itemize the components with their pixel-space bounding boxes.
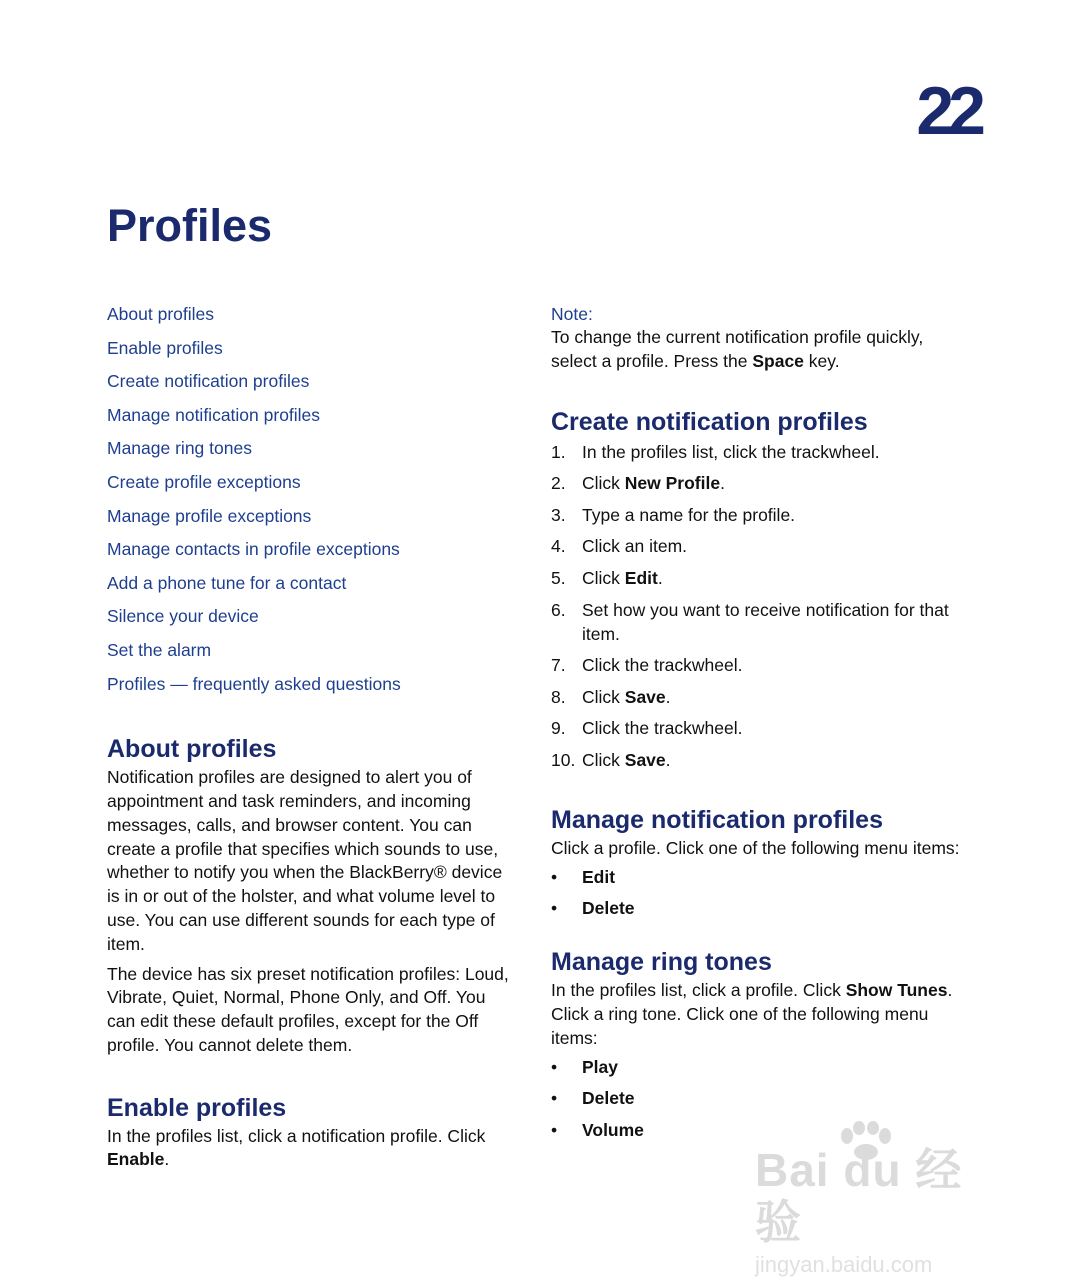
step-item: 6. Set how you want to receive notification for that item. xyxy=(551,599,949,644)
menu-item-play: • Play xyxy=(551,1056,618,1077)
step-item: 5. Click Edit. xyxy=(551,567,663,588)
create-profiles-section xyxy=(551,406,961,772)
manage-profiles-section xyxy=(551,804,961,920)
toc-link-enable-profiles[interactable]: Enable profiles xyxy=(107,337,223,358)
toc-link-silence-device[interactable]: Silence your device xyxy=(107,606,259,627)
toc-link-manage-contacts[interactable]: Manage contacts in profile exceptions xyxy=(107,539,400,560)
enable-menu-item-name: Enable xyxy=(107,1149,165,1170)
enable-profiles-section xyxy=(107,1092,517,1173)
chapter-number: 22 xyxy=(916,73,980,149)
left-column xyxy=(107,300,517,1172)
chapter-toc xyxy=(107,300,517,703)
toc-link-manage-profile-exceptions[interactable]: Manage profile exceptions xyxy=(107,505,312,526)
note-box xyxy=(551,302,961,374)
toc-link-set-alarm[interactable]: Set the alarm xyxy=(107,639,212,660)
step-item: 1. In the profiles list, click the trackwheel. xyxy=(551,441,880,462)
manage-ring-tones-section xyxy=(551,946,961,1142)
about-profiles-section xyxy=(107,733,517,1058)
note-label: Note: xyxy=(551,304,593,324)
manage-profiles-intro: Click a profile. Click one of the following menu items: xyxy=(551,837,960,858)
toc-link-about-profiles[interactable]: About profiles xyxy=(107,304,215,324)
step-item: 10. Click Save. xyxy=(551,749,671,770)
toc-link-faq[interactable]: Profiles — frequently asked questions xyxy=(107,673,401,694)
menu-item-edit: • Edit xyxy=(551,866,616,887)
watermark-url: jingyan.baidu.com xyxy=(755,1252,933,1277)
step-item: 3. Type a name for the profile. xyxy=(551,504,796,525)
toc-link-create-notification-profiles[interactable]: Create notification profiles xyxy=(107,371,310,392)
manage-ring-tones-paragraph: In the profiles list, click a profile. Click Show Tunes. Click a ring tone. Click one of the following menu items: xyxy=(551,980,953,1048)
space-key-name: Space xyxy=(752,350,804,371)
create-profiles-heading: Create notification profiles xyxy=(551,407,868,436)
step-item: 8. Click Save. xyxy=(551,686,671,707)
step-item: 4. Click an item. xyxy=(551,536,688,557)
baidu-watermark xyxy=(755,1120,1005,1277)
menu-item-volume: • Volume xyxy=(551,1119,644,1140)
step-item: 7. Click the trackwheel. xyxy=(551,655,743,676)
toc-link-create-profile-exceptions[interactable]: Create profile exceptions xyxy=(107,471,301,492)
enable-profiles-heading: Enable profiles xyxy=(107,1093,287,1122)
about-profiles-paragraph-1: Notification profiles are designed to alert you of appointment and task reminders, and incoming messages, calls, and browser content. You can create a profile that specifies which sounds to use, whether to notify you when the BlackBerry® device is in or out of the holster, and what volume level to use. You can use different sounds for each type of item. xyxy=(107,767,503,954)
create-profiles-steps xyxy=(551,440,961,772)
menu-item-delete: • Delete xyxy=(551,898,635,919)
show-tunes-menu-name: Show Tunes xyxy=(845,980,948,1001)
watermark-logo-text: Bai du 经验 xyxy=(755,1144,963,1248)
manage-profiles-menu-items xyxy=(551,865,961,921)
about-profiles-paragraph-2: The device has six preset notification profiles: Loud, Vibrate, Quiet, Normal, Phone Only, and Off. You can edit these default profiles, except for the Off profile. You cannot delete them. xyxy=(107,963,509,1055)
manage-ring-tones-heading: Manage ring tones xyxy=(551,948,772,977)
manage-profiles-heading: Manage notification profiles xyxy=(551,805,883,834)
about-profiles-heading: About profiles xyxy=(107,735,277,764)
toc-link-manage-ring-tones[interactable]: Manage ring tones xyxy=(107,438,252,459)
step-item: 9. Click the trackwheel. xyxy=(551,718,743,739)
paw-icon xyxy=(833,1120,893,1160)
note-text: To change the current notification profile quickly, select a profile. Press the Space key. xyxy=(551,327,924,371)
right-column xyxy=(551,302,961,1150)
step-item: 2. Click New Profile. xyxy=(551,473,725,494)
menu-item-delete: • Delete xyxy=(551,1088,635,1109)
page-title: Profiles xyxy=(107,200,273,251)
enable-profiles-paragraph: In the profiles list, click a notification profile. Click Enable. xyxy=(107,1125,486,1170)
toc-link-add-phone-tune[interactable]: Add a phone tune for a contact xyxy=(107,572,347,593)
toc-link-manage-notification-profiles[interactable]: Manage notification profiles xyxy=(107,404,321,425)
